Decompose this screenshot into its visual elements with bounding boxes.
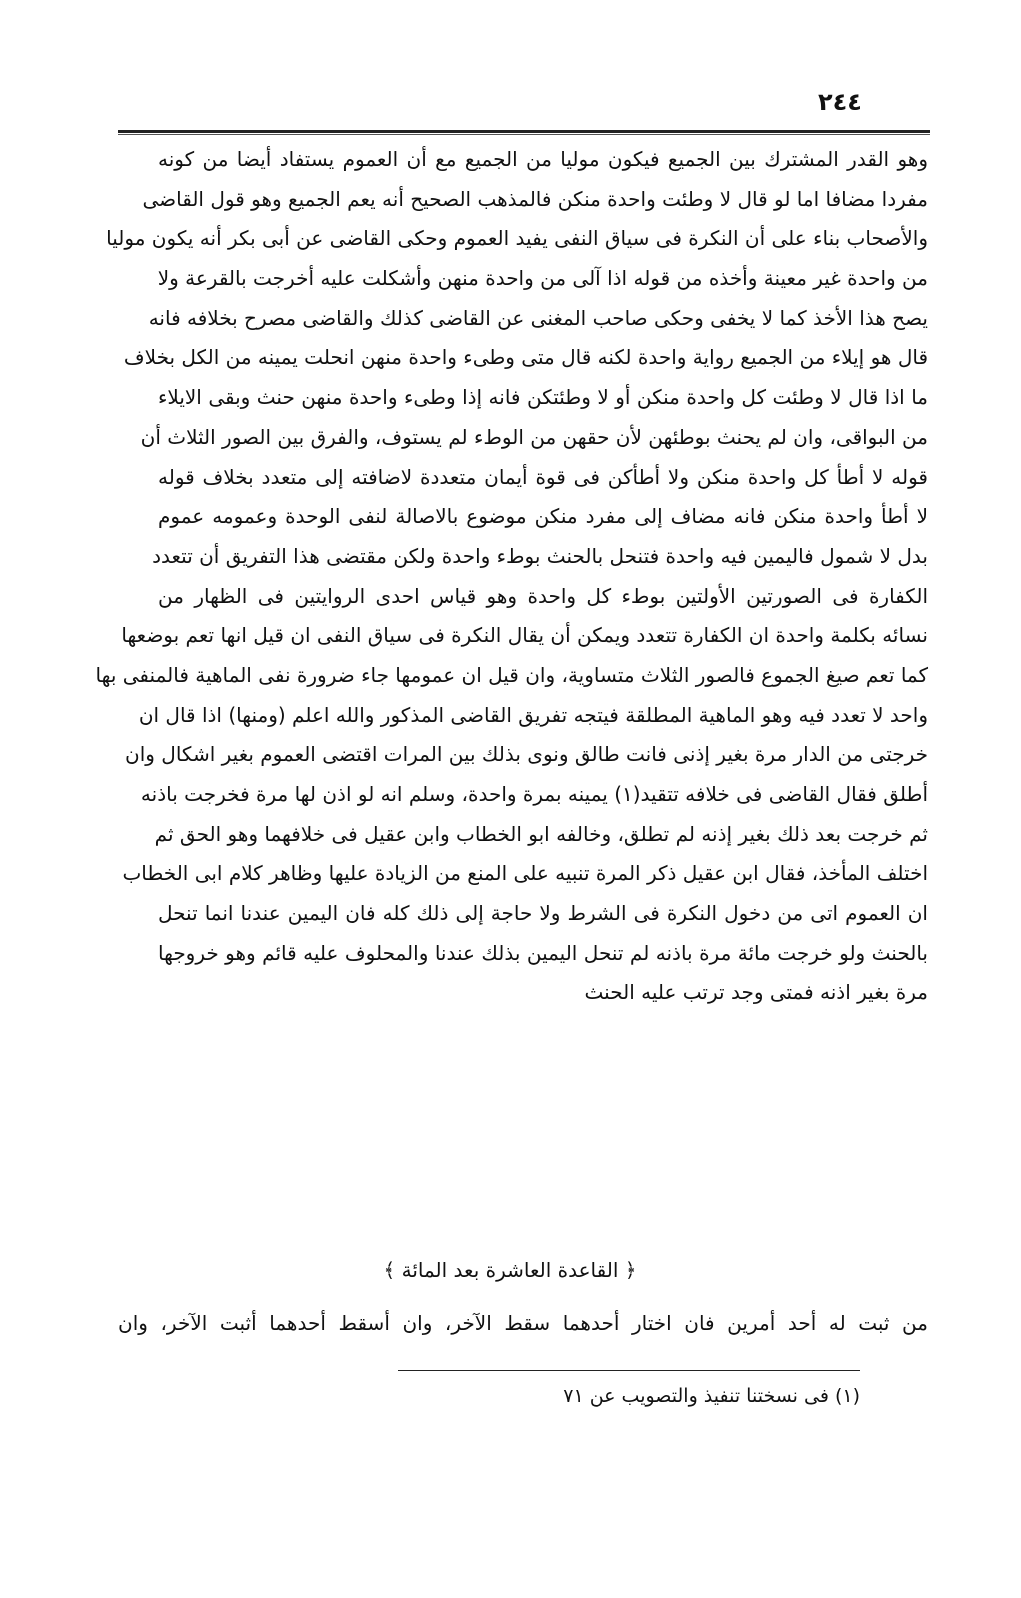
text-line: يصح هذا الأخذ كما لا يخفى وحكى صاحب المغنى عن القاضى كذلك والقاضى مصرح بخلافه فانه (148, 305, 928, 330)
footnote-rule (398, 1370, 860, 1371)
text-line: ثم خرجت بعد ذلك بغير إذنه لم تطلق، وخالفه ابو الخطاب وابن عقيل فى خلافهما وهو الحق ثم (154, 821, 928, 846)
text-line: قال هو إيلاء من الجميع رواية واحدة لكنه قال متى وطىء واحدة منهن انحلت يمينه من الكل بخلاف (123, 345, 928, 370)
text-line: بدل لا شمول فاليمين فيه واحدة فتنحل بالحنث بوطء واحدة ولكن مقتضى هذا التفريق أن تتعدد (152, 543, 928, 568)
text-line: واحد لا تعدد فيه وهو الماهية المطلقة فيتجه تفريق القاضى المذكور والله اعلم (ومنها) اذا قال ان (138, 702, 928, 727)
text-line: من واحدة غير معينة وأخذه من قوله اذا آلى من واحدة منهن وأشكلت عليه أخرجت بالقرعة ولا (157, 266, 928, 291)
text-line: مفردا مضافا اما لو قال لا وطئت واحدة منكن فالمذهب الصحيح أنه يعم الجميع وهو قول القاضى (142, 186, 928, 211)
text-line: ما اذا قال لا وطئت كل واحدة منكن أو لا وطئتكن فانه إذا وطىء واحدة منهن حنث وبقى الايلاء (158, 385, 928, 410)
header-rule (118, 130, 930, 133)
text-line: من ثبت له أحد أمرين فان اختار أحدهما سقط الآخر، وان أسقط أحدهما أثبت الآخر، وان (118, 1311, 928, 1335)
text-line: قوله لا أطأ كل واحدة منكن ولا أطأكن فى قوة أيمان متعددة لاضافته إلى متعدد بخلاف قوله (158, 464, 928, 489)
text-line: بالحنث ولو خرجت مائة مرة باذنه لم تنحل اليمين بذلك عندنا والمحلوف عليه قائم وهو خروجها (158, 940, 928, 965)
text-line: كما تعم صيغ الجموع فالصور الثلاث متساوية، وان قيل ان عمومها جاء ضرورة نفى الماهية فالمنفى بها (95, 662, 928, 687)
text-line: خرجتى من الدار مرة بغير إذنى فانت طالق ونوى بذلك بين المرات اقتضى العموم بغير اشكال وان (125, 742, 928, 767)
section-heading: ﴿ القاعدة العاشرة بعد المائة ﴾ (383, 1258, 637, 1282)
header-rule-thin (118, 134, 930, 135)
text-line: الكفارة فى الصورتين الأولتين بوطء كل واحدة وهو قياس احدى الروايتين فى الظهار من (158, 583, 928, 608)
body-text (95, 140, 928, 1013)
text-line: مرة بغير اذنه فمتى وجد ترتب عليه الحنث (584, 980, 928, 1005)
text-line: اختلف المأخذ، فقال ابن عقيل ذكر المرة تنبيه على المنع من الزيادة عليها وظاهر كلام ابى الخطاب (122, 861, 928, 886)
text-line: لا أطأ واحدة منكن فانه مضاف إلى مفرد منكن موضوع بالاصالة لنفى الوحدة وعمومه عموم (158, 504, 928, 529)
text-line: نسائه بكلمة واحدة ان الكفارة تتعدد ويمكن أن يقال النكرة فى سياق النفى ان قيل انها تعم بوضعها (121, 623, 928, 648)
page-number: ٢٤٤ (818, 88, 862, 116)
text-line: أطلق فقال القاضى فى خلافه تتقيد(١) يمينه بمرة واحدة، وسلم انه لو اذن لها مرة فخرجت باذنه (140, 782, 928, 806)
text-line: ان العموم اتى من دخول النكرة فى الشرط ولا حاجة إلى ذلك كله فان اليمين عندنا انما تنحل (158, 901, 928, 926)
text-line: والأصحاب بناء على أن النكرة فى سياق النفى يفيد العموم وحكى القاضى عن أبى بكر أنه يكون موليا (106, 226, 928, 251)
footnote: (١) فى نسختنا تنفيذ والتصويب عن ٧١ (563, 1385, 860, 1407)
text-line: من البواقى، وان لم يحنث بوطئهن لأن حقهن من الوطء لم يستوف، والفرق بين الصور الثلاث أن (140, 424, 928, 449)
text-line: وهو القدر المشترك بين الجميع فيكون موليا من الجميع مع أن العموم يستفاد أيضا من كونه (158, 147, 928, 171)
